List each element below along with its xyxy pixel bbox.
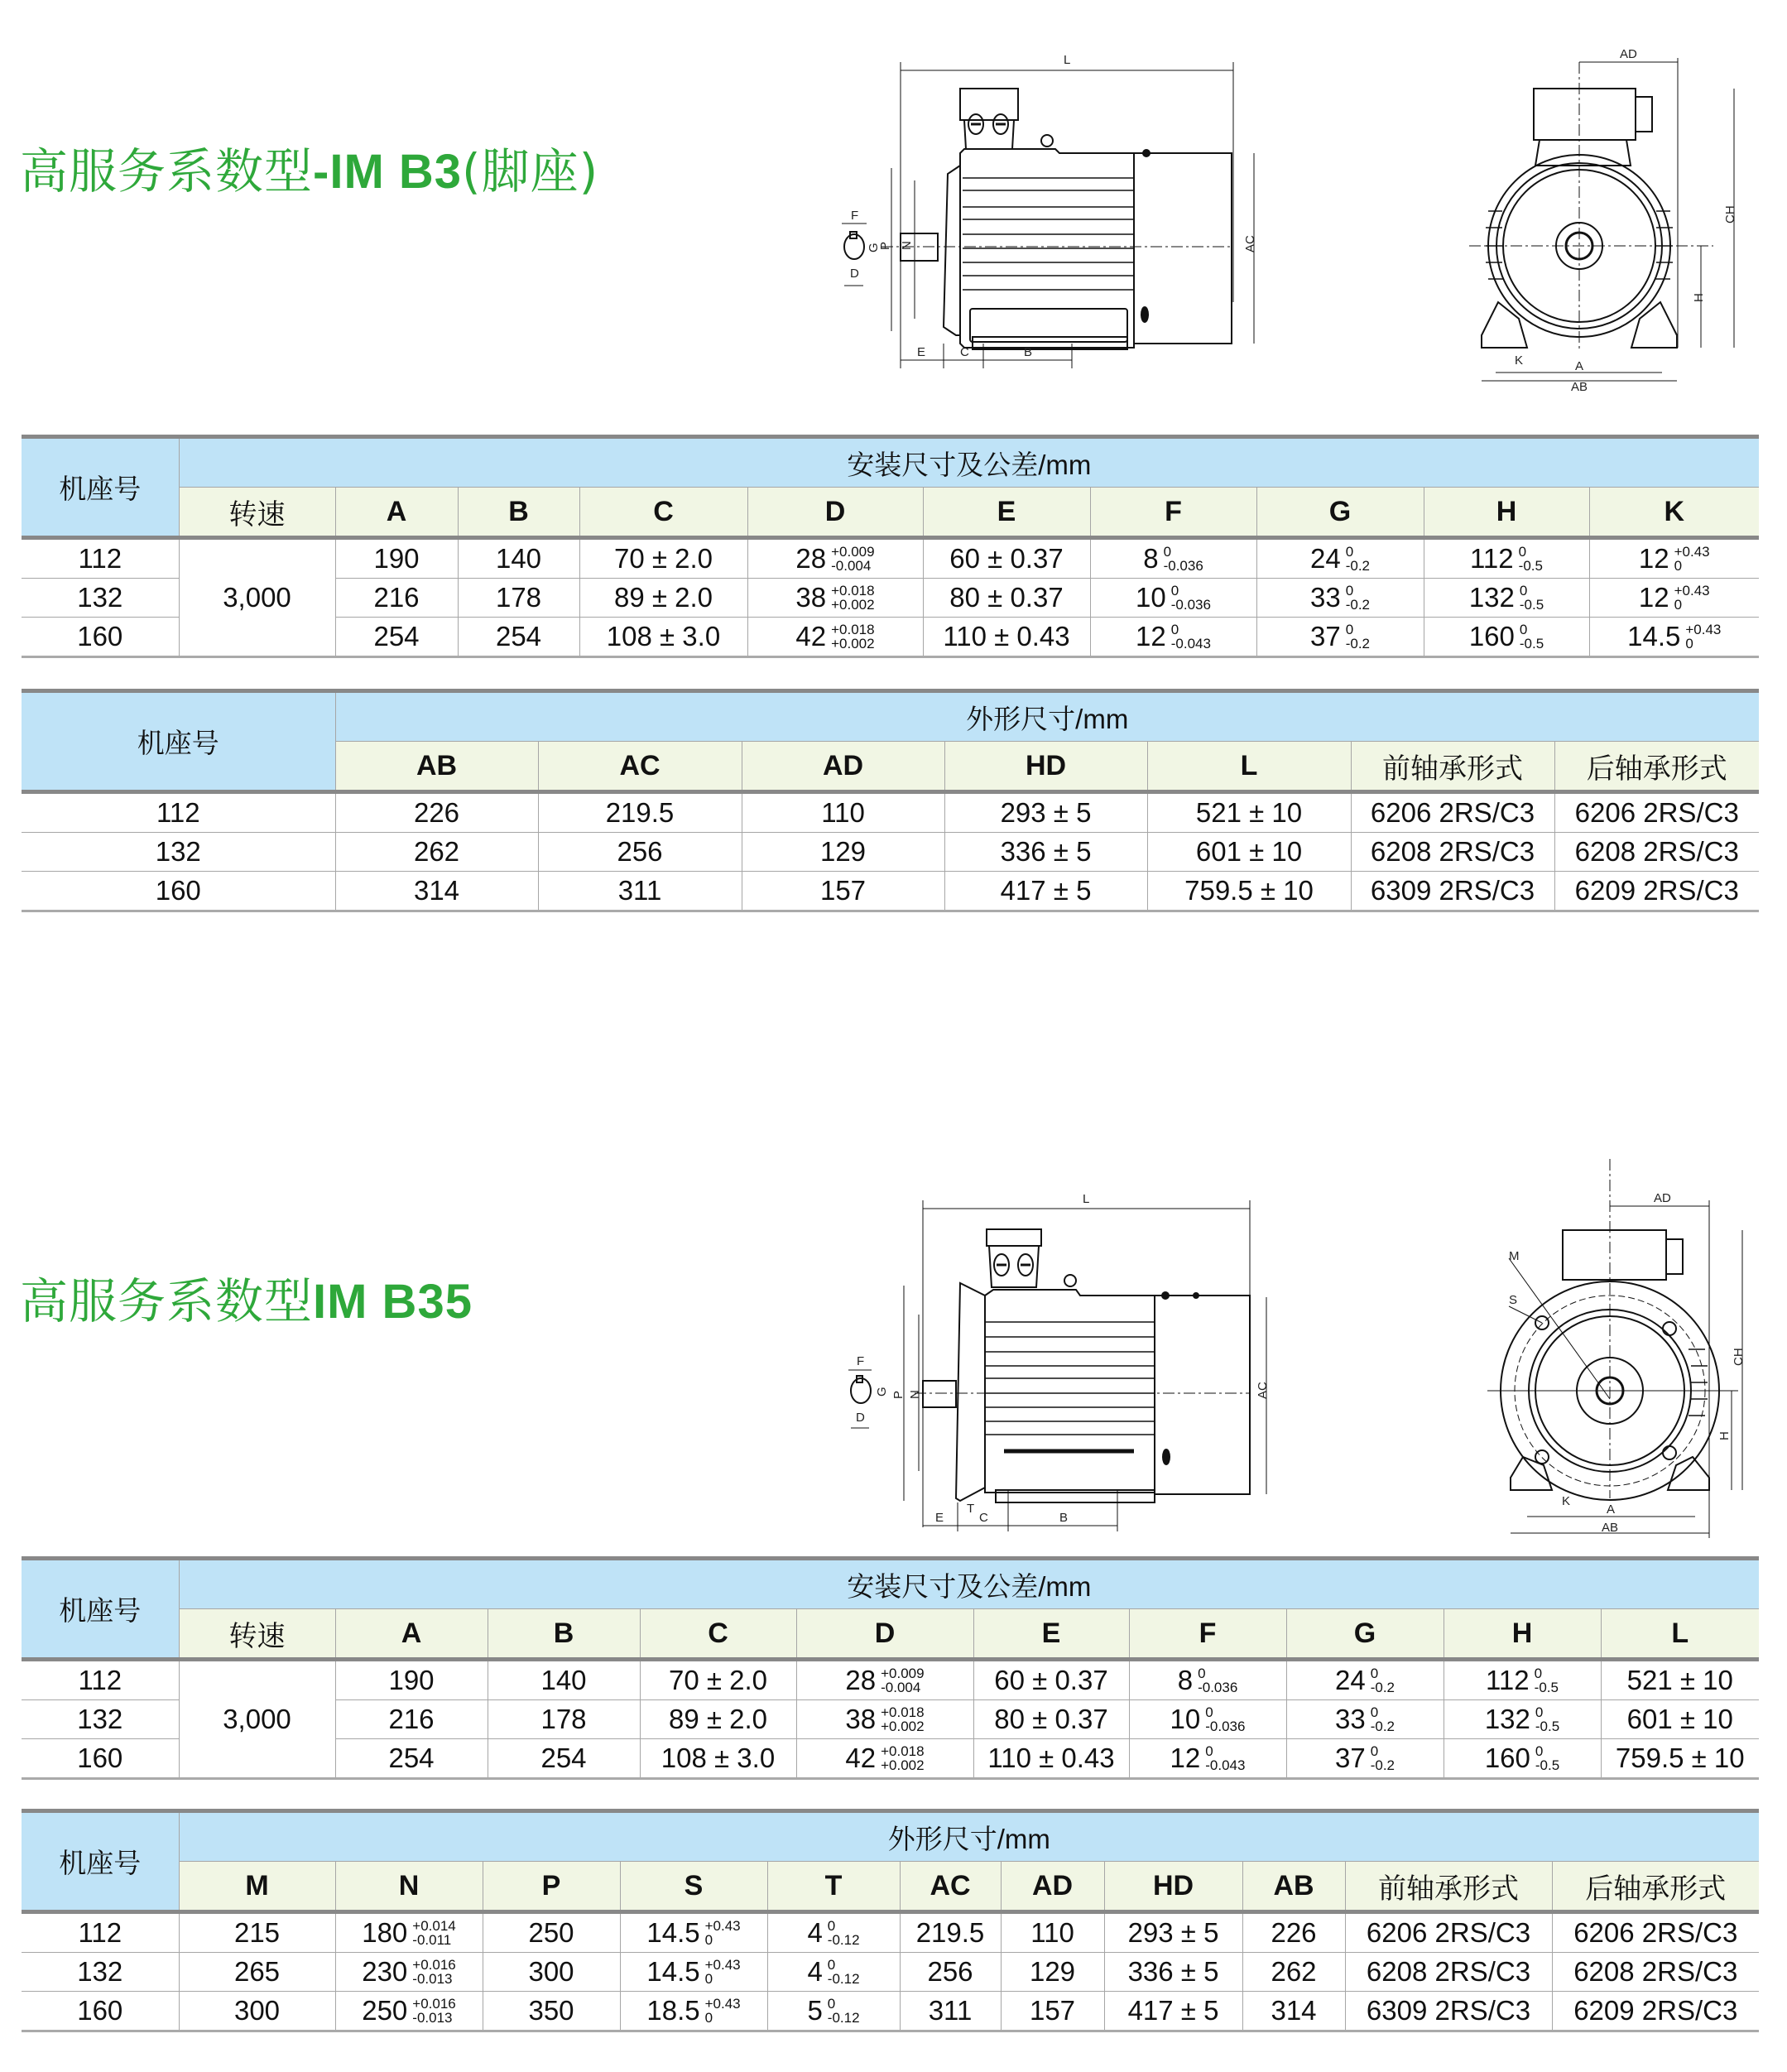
frame-cell: 160 xyxy=(22,1739,179,1779)
col-speed: 转速 xyxy=(179,1609,335,1660)
col-H: H xyxy=(1424,488,1589,538)
cell-A: 190 xyxy=(335,1660,488,1700)
col-AB: AB xyxy=(1242,1862,1345,1912)
col-AC: AC xyxy=(900,1862,1001,1912)
frame-cell: 132 xyxy=(22,1953,179,1992)
frame-cell: 112 xyxy=(22,538,179,579)
col-S: S xyxy=(620,1862,767,1912)
cell-K: 12 +0.43 0 xyxy=(1589,538,1759,579)
cell-D: 28 +0.009 -0.004 xyxy=(796,1660,973,1700)
svg-text:AB: AB xyxy=(1571,380,1588,393)
col-rear-bearing: 后轴承形式 xyxy=(1554,742,1759,792)
svg-text:D: D xyxy=(850,267,859,281)
table-row xyxy=(22,872,1759,911)
cell-H: 132 0 -0.5 xyxy=(1424,579,1589,618)
cell-AD: 157 xyxy=(1001,1992,1104,2031)
svg-text:F: F xyxy=(851,209,859,223)
col-front-bearing: 前轴承形式 xyxy=(1351,742,1554,792)
cell-HD: 293 ± 5 xyxy=(1104,1912,1242,1953)
cell-G: 37 0 -0.2 xyxy=(1256,618,1424,657)
b3-front-view-drawing xyxy=(1461,46,1784,393)
frame-cell: 112 xyxy=(22,792,335,833)
cell-L: 601 ± 10 xyxy=(1147,833,1351,872)
col-D: D xyxy=(796,1609,973,1660)
cell-N: 230 +0.016 -0.013 xyxy=(335,1953,483,1992)
svg-text:E: E xyxy=(935,1511,944,1525)
svg-text:H: H xyxy=(1717,1431,1732,1440)
table-row xyxy=(22,1953,1759,1992)
col-C: C xyxy=(640,1609,796,1660)
col-HD: HD xyxy=(1104,1862,1242,1912)
cell-AC: 311 xyxy=(900,1992,1001,2031)
col-D: D xyxy=(747,488,923,538)
svg-text:AB: AB xyxy=(1602,1521,1619,1535)
cell-AB: 262 xyxy=(1242,1953,1345,1992)
frame-number-header: 机座号 xyxy=(22,691,335,792)
col-F: F xyxy=(1090,488,1256,538)
svg-text:CH: CH xyxy=(1732,1348,1746,1366)
col-M: M xyxy=(179,1862,335,1912)
cell-front-bearing: 6309 2RS/C3 xyxy=(1345,1992,1552,2031)
cell-AB: 226 xyxy=(1242,1912,1345,1953)
cell-rear-bearing: 6208 2RS/C3 xyxy=(1554,833,1759,872)
svg-text:P: P xyxy=(891,1390,906,1399)
mounting-group-header: 安装尺寸及公差/mm xyxy=(179,437,1759,488)
cell-AD: 110 xyxy=(742,792,944,833)
cell-P: 300 xyxy=(483,1953,620,1992)
svg-text:T: T xyxy=(967,1502,975,1516)
cell-AC: 219.5 xyxy=(538,792,742,833)
cell-M: 215 xyxy=(179,1912,335,1953)
cell-D: 42 +0.018 +0.002 xyxy=(747,618,923,657)
cell-HD: 336 ± 5 xyxy=(1104,1953,1242,1992)
table-row xyxy=(22,538,1759,579)
cell-F: 10 0 -0.036 xyxy=(1129,1700,1286,1739)
cell-B: 254 xyxy=(488,1739,640,1779)
frame-cell: 160 xyxy=(22,1992,179,2031)
col-L: L xyxy=(1601,1609,1759,1660)
svg-text:S: S xyxy=(1509,1293,1518,1307)
frame-cell: 132 xyxy=(22,1700,179,1739)
cell-T: 5 0 -0.12 xyxy=(767,1992,900,2031)
mounting-group-header: 安装尺寸及公差/mm xyxy=(179,1559,1759,1609)
section2-title-cn: 高服务系数型 xyxy=(20,1273,314,1329)
cell-A: 216 xyxy=(335,579,458,618)
cell-N: 250 +0.016 -0.013 xyxy=(335,1992,483,2031)
col-A: A xyxy=(335,1609,488,1660)
col-H: H xyxy=(1444,1609,1601,1660)
cell-B: 140 xyxy=(488,1660,640,1700)
svg-text:B: B xyxy=(1059,1511,1069,1525)
frame-number-header: 机座号 xyxy=(22,1811,179,1912)
cell-P: 350 xyxy=(483,1992,620,2031)
cell-front-bearing: 6208 2RS/C3 xyxy=(1351,833,1554,872)
cell-F: 12 0 -0.043 xyxy=(1090,618,1256,657)
cell-rear-bearing: 6209 2RS/C3 xyxy=(1552,1992,1759,2031)
svg-text:CH: CH xyxy=(1723,205,1737,224)
col-E: E xyxy=(923,488,1090,538)
cell-H: 112 0 -0.5 xyxy=(1444,1660,1601,1700)
section1-title-en: -IM B3 xyxy=(313,145,463,199)
cell-AD: 110 xyxy=(1001,1912,1104,1953)
b3-mounting-dimensions-table xyxy=(22,435,1759,658)
svg-text:AD: AD xyxy=(1620,47,1637,61)
cell-F: 8 0 -0.036 xyxy=(1090,538,1256,579)
col-front-bearing: 前轴承形式 xyxy=(1345,1862,1552,1912)
frame-number-header: 机座号 xyxy=(22,1559,179,1660)
cell-F: 12 0 -0.043 xyxy=(1129,1739,1286,1779)
cell-E: 110 ± 0.43 xyxy=(973,1739,1129,1779)
cell-front-bearing: 6309 2RS/C3 xyxy=(1351,872,1554,911)
svg-text:B: B xyxy=(1024,345,1033,359)
col-L: L xyxy=(1147,742,1351,792)
col-C: C xyxy=(579,488,747,538)
cell-HD: 336 ± 5 xyxy=(944,833,1147,872)
cell-E: 80 ± 0.37 xyxy=(923,579,1090,618)
svg-text:P: P xyxy=(878,241,892,250)
b3-side-view-drawing xyxy=(832,46,1428,377)
cell-L: 601 ± 10 xyxy=(1601,1700,1759,1739)
col-N: N xyxy=(335,1862,483,1912)
outline-group-header: 外形尺寸/mm xyxy=(179,1811,1759,1862)
col-rear-bearing: 后轴承形式 xyxy=(1552,1862,1759,1912)
svg-text:L: L xyxy=(1083,1192,1090,1206)
cell-AB: 226 xyxy=(335,792,538,833)
cell-L: 521 ± 10 xyxy=(1601,1660,1759,1700)
cell-B: 140 xyxy=(458,538,579,579)
cell-AC: 311 xyxy=(538,872,742,911)
svg-text:K: K xyxy=(1515,353,1524,368)
cell-G: 37 0 -0.2 xyxy=(1286,1739,1444,1779)
section2-title-en: IM B35 xyxy=(313,1275,473,1329)
frame-number-header: 机座号 xyxy=(22,437,179,538)
cell-A: 254 xyxy=(335,1739,488,1779)
cell-L: 759.5 ± 10 xyxy=(1147,872,1351,911)
cell-B: 178 xyxy=(488,1700,640,1739)
col-AD: AD xyxy=(1001,1862,1104,1912)
cell-G: 24 0 -0.2 xyxy=(1286,1660,1444,1700)
svg-text:N: N xyxy=(900,241,914,250)
cell-C: 108 ± 3.0 xyxy=(640,1739,796,1779)
cell-E: 60 ± 0.37 xyxy=(923,538,1090,579)
cell-H: 112 0 -0.5 xyxy=(1424,538,1589,579)
cell-AD: 129 xyxy=(1001,1953,1104,1992)
outline-group-header: 外形尺寸/mm xyxy=(335,691,1759,742)
cell-AC: 219.5 xyxy=(900,1912,1001,1953)
cell-G: 33 0 -0.2 xyxy=(1256,579,1424,618)
col-HD: HD xyxy=(944,742,1147,792)
col-P: P xyxy=(483,1862,620,1912)
table-row xyxy=(22,1992,1759,2031)
frame-cell: 160 xyxy=(22,872,335,911)
cell-D: 38 +0.018 +0.002 xyxy=(796,1700,973,1739)
cell-S: 14.5 +0.43 0 xyxy=(620,1953,767,1992)
cell-P: 250 xyxy=(483,1912,620,1953)
cell-C: 89 ± 2.0 xyxy=(579,579,747,618)
table-row xyxy=(22,833,1759,872)
svg-text:AD: AD xyxy=(1654,1191,1671,1205)
cell-K: 12 +0.43 0 xyxy=(1589,579,1759,618)
svg-text:C: C xyxy=(960,345,969,359)
cell-L: 521 ± 10 xyxy=(1147,792,1351,833)
dim-L: L xyxy=(1064,53,1071,67)
frame-cell: 132 xyxy=(22,579,179,618)
col-E: E xyxy=(973,1609,1129,1660)
cell-C: 108 ± 3.0 xyxy=(579,618,747,657)
cell-front-bearing: 6206 2RS/C3 xyxy=(1351,792,1554,833)
cell-C: 89 ± 2.0 xyxy=(640,1700,796,1739)
b3-outline-dimensions-table xyxy=(22,689,1759,912)
cell-H: 160 0 -0.5 xyxy=(1444,1739,1601,1779)
cell-HD: 293 ± 5 xyxy=(944,792,1147,833)
section1-title-suffix: (脚座) xyxy=(462,143,599,200)
svg-text:E: E xyxy=(917,345,926,359)
cell-S: 18.5 +0.43 0 xyxy=(620,1992,767,2031)
cell-M: 300 xyxy=(179,1992,335,2031)
speed-cell: 3,000 xyxy=(179,1660,335,1779)
cell-AB: 314 xyxy=(335,872,538,911)
svg-text:F: F xyxy=(857,1354,865,1368)
cell-E: 110 ± 0.43 xyxy=(923,618,1090,657)
cell-F: 8 0 -0.036 xyxy=(1129,1660,1286,1700)
cell-C: 70 ± 2.0 xyxy=(579,538,747,579)
cell-M: 265 xyxy=(179,1953,335,1992)
svg-text:G: G xyxy=(875,1387,889,1397)
cell-E: 60 ± 0.37 xyxy=(973,1660,1129,1700)
frame-cell: 132 xyxy=(22,833,335,872)
cell-L: 759.5 ± 10 xyxy=(1601,1739,1759,1779)
svg-text:D: D xyxy=(856,1411,865,1425)
cell-front-bearing: 6208 2RS/C3 xyxy=(1345,1953,1552,1992)
table-row xyxy=(22,1912,1759,1953)
section1-title-cn: 高服务系数型 xyxy=(20,143,314,200)
col-K: K xyxy=(1589,488,1759,538)
col-A: A xyxy=(335,488,458,538)
frame-cell: 160 xyxy=(22,618,179,657)
table-row xyxy=(22,1660,1759,1700)
cell-rear-bearing: 6206 2RS/C3 xyxy=(1552,1912,1759,1953)
cell-S: 14.5 +0.43 0 xyxy=(620,1912,767,1953)
cell-rear-bearing: 6209 2RS/C3 xyxy=(1554,872,1759,911)
col-B: B xyxy=(488,1609,640,1660)
cell-C: 70 ± 2.0 xyxy=(640,1660,796,1700)
b35-front-view-drawing xyxy=(1486,1159,1787,1548)
svg-text:A: A xyxy=(1607,1502,1616,1517)
cell-HD: 417 ± 5 xyxy=(1104,1992,1242,2031)
col-F: F xyxy=(1129,1609,1286,1660)
cell-AB: 314 xyxy=(1242,1992,1345,2031)
cell-A: 254 xyxy=(335,618,458,657)
svg-text:G: G xyxy=(867,243,881,252)
cell-A: 216 xyxy=(335,1700,488,1739)
svg-text:K: K xyxy=(1562,1494,1571,1508)
b35-mounting-dimensions-table xyxy=(22,1556,1759,1780)
frame-cell: 112 xyxy=(22,1660,179,1700)
svg-text:AC: AC xyxy=(1243,235,1257,252)
col-T: T xyxy=(767,1862,900,1912)
col-AC: AC xyxy=(538,742,742,792)
cell-AB: 262 xyxy=(335,833,538,872)
cell-AC: 256 xyxy=(538,833,742,872)
svg-text:AC: AC xyxy=(1256,1382,1270,1399)
col-AB: AB xyxy=(335,742,538,792)
col-speed: 转速 xyxy=(179,488,335,538)
cell-A: 190 xyxy=(335,538,458,579)
col-G: G xyxy=(1286,1609,1444,1660)
cell-D: 42 +0.018 +0.002 xyxy=(796,1739,973,1779)
cell-front-bearing: 6206 2RS/C3 xyxy=(1345,1912,1552,1953)
cell-K: 14.5 +0.43 0 xyxy=(1589,618,1759,657)
cell-B: 178 xyxy=(458,579,579,618)
cell-D: 28 +0.009 -0.004 xyxy=(747,538,923,579)
cell-D: 38 +0.018 +0.002 xyxy=(747,579,923,618)
section2-title xyxy=(20,1262,473,1332)
cell-H: 132 0 -0.5 xyxy=(1444,1700,1601,1739)
svg-text:M: M xyxy=(1509,1249,1520,1263)
svg-text:H: H xyxy=(1692,293,1706,302)
cell-B: 254 xyxy=(458,618,579,657)
cell-AD: 129 xyxy=(742,833,944,872)
cell-HD: 417 ± 5 xyxy=(944,872,1147,911)
table-row xyxy=(22,792,1759,833)
col-B: B xyxy=(458,488,579,538)
cell-E: 80 ± 0.37 xyxy=(973,1700,1129,1739)
svg-text:C: C xyxy=(979,1511,988,1525)
cell-rear-bearing: 6208 2RS/C3 xyxy=(1552,1953,1759,1992)
svg-text:N: N xyxy=(908,1390,922,1399)
cell-T: 4 0 -0.12 xyxy=(767,1912,900,1953)
b35-outline-dimensions-table xyxy=(22,1809,1759,2032)
col-G: G xyxy=(1256,488,1424,538)
frame-cell: 112 xyxy=(22,1912,179,1953)
section1-title xyxy=(20,132,598,202)
svg-text:A: A xyxy=(1575,359,1584,373)
cell-AC: 256 xyxy=(900,1953,1001,1992)
cell-G: 24 0 -0.2 xyxy=(1256,538,1424,579)
cell-AD: 157 xyxy=(742,872,944,911)
speed-cell: 3,000 xyxy=(179,538,335,657)
cell-H: 160 0 -0.5 xyxy=(1424,618,1589,657)
cell-T: 4 0 -0.12 xyxy=(767,1953,900,1992)
cell-rear-bearing: 6206 2RS/C3 xyxy=(1554,792,1759,833)
cell-F: 10 0 -0.036 xyxy=(1090,579,1256,618)
cell-N: 180 +0.014 -0.011 xyxy=(335,1912,483,1953)
col-AD: AD xyxy=(742,742,944,792)
cell-G: 33 0 -0.2 xyxy=(1286,1700,1444,1739)
b35-side-view-drawing xyxy=(844,1180,1473,1536)
